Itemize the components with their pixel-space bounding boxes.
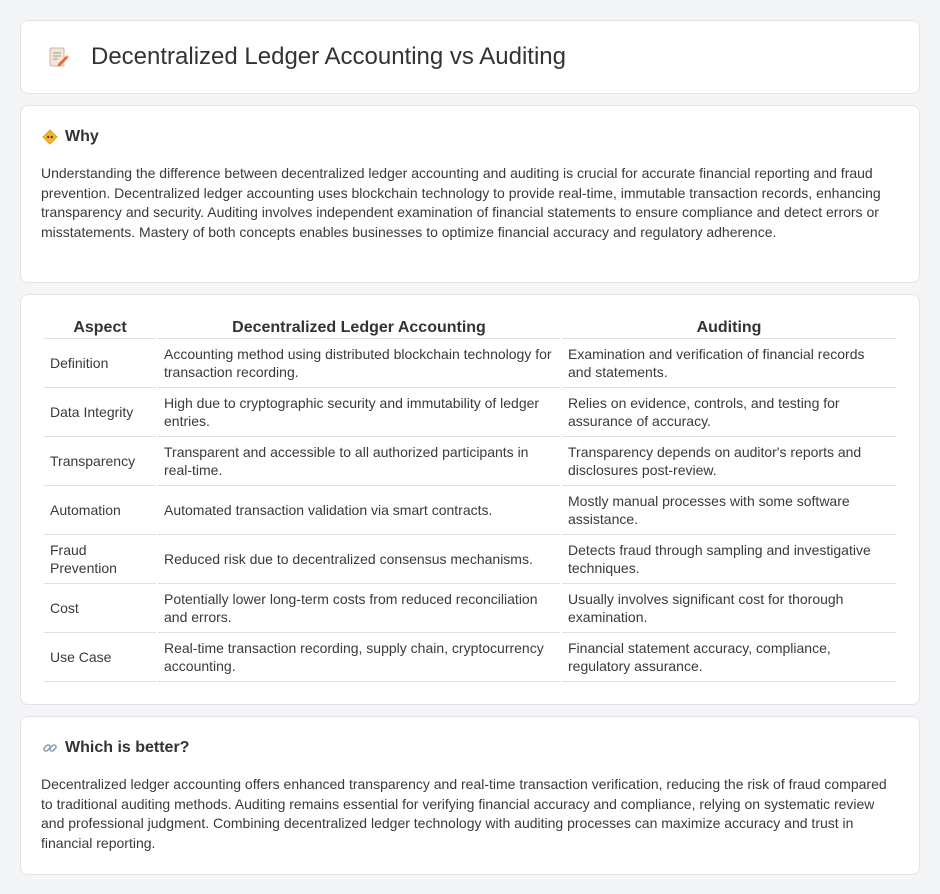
why-section	[20, 105, 920, 283]
why-title: Why	[65, 128, 99, 145]
auditing-cell: Mostly manual processes with some software assistance.	[562, 486, 896, 535]
aspect-cell: Fraud Prevention	[44, 535, 156, 584]
table-row	[44, 486, 896, 535]
which-is-better-section	[20, 716, 920, 875]
auditing-cell: Financial statement accuracy, compliance, regulatory assurance.	[562, 633, 896, 682]
header-card	[20, 20, 920, 94]
aspect-cell: Transparency	[44, 437, 156, 486]
header-auditing: Auditing	[562, 315, 896, 339]
header-ledger: Decentralized Ledger Accounting	[158, 315, 560, 339]
aspect-cell: Definition	[44, 339, 156, 388]
auditing-cell: Relies on evidence, controls, and testing for assurance of accuracy.	[562, 388, 896, 437]
auditing-cell: Usually involves significant cost for thorough examination.	[562, 584, 896, 633]
table-row	[44, 633, 896, 682]
aspect-cell: Cost	[44, 584, 156, 633]
header-aspect: Aspect	[44, 315, 156, 339]
better-text: Decentralized ledger accounting offers enhanced transparency and real-time transaction verification, reducing the risk of fraud compared to traditional auditing methods. Auditing remains essential for verifying financial accuracy and compliance, relying on systematic review and professional judgment. Combining decentralized ledger technology with auditing processes can maximize accuracy and trust in financial reporting.	[41, 776, 887, 851]
comparison-table	[42, 315, 898, 682]
ledger-cell: Transparent and accessible to all authorized participants in real-time.	[158, 437, 560, 486]
ledger-cell: Real-time transaction recording, supply chain, cryptocurrency accounting.	[158, 633, 560, 682]
document-pencil-icon	[45, 44, 71, 70]
ledger-cell: Accounting method using distributed blockchain technology for transaction recording.	[158, 339, 560, 388]
why-text: Understanding the difference between decentralized ledger accounting and auditing is crucial for accurate financial reporting and fraud prevention. Decentralized ledger accounting uses blockchain technology to provide real-time, immutable transaction records, enhancing transparency and security. Auditing involves independent examination of financial statements to ensure compliance and detect errors or misstatements. Mastery of both concepts enables businesses to optimize financial accuracy and regulatory adherence.	[41, 165, 881, 240]
table-row	[44, 388, 896, 437]
better-section-header	[41, 739, 899, 757]
ledger-cell: High due to cryptographic security and immutability of ledger entries.	[158, 388, 560, 437]
auditing-cell: Transparency depends on auditor's reports and disclosures post-review.	[562, 437, 896, 486]
aspect-cell: Data Integrity	[44, 388, 156, 437]
ledger-cell: Automated transaction validation via smart contracts.	[158, 486, 560, 535]
comparison-table-card	[20, 294, 920, 705]
table-row	[44, 339, 896, 388]
page-title: Decentralized Ledger Accounting vs Auditing	[91, 43, 566, 70]
auditing-cell: Examination and verification of financial records and statements.	[562, 339, 896, 388]
ledger-cell: Potentially lower long-term costs from reduced reconciliation and errors.	[158, 584, 560, 633]
link-icon	[41, 739, 59, 757]
table-row	[44, 584, 896, 633]
table-header-row	[44, 315, 896, 339]
table-row	[44, 535, 896, 584]
table-row	[44, 437, 896, 486]
aspect-cell: Automation	[44, 486, 156, 535]
lightbulb-icon	[41, 128, 59, 146]
ledger-cell: Reduced risk due to decentralized consensus mechanisms.	[158, 535, 560, 584]
why-section-header	[41, 128, 899, 146]
better-title: Which is better?	[65, 739, 190, 756]
aspect-cell: Use Case	[44, 633, 156, 682]
auditing-cell: Detects fraud through sampling and investigative techniques.	[562, 535, 896, 584]
